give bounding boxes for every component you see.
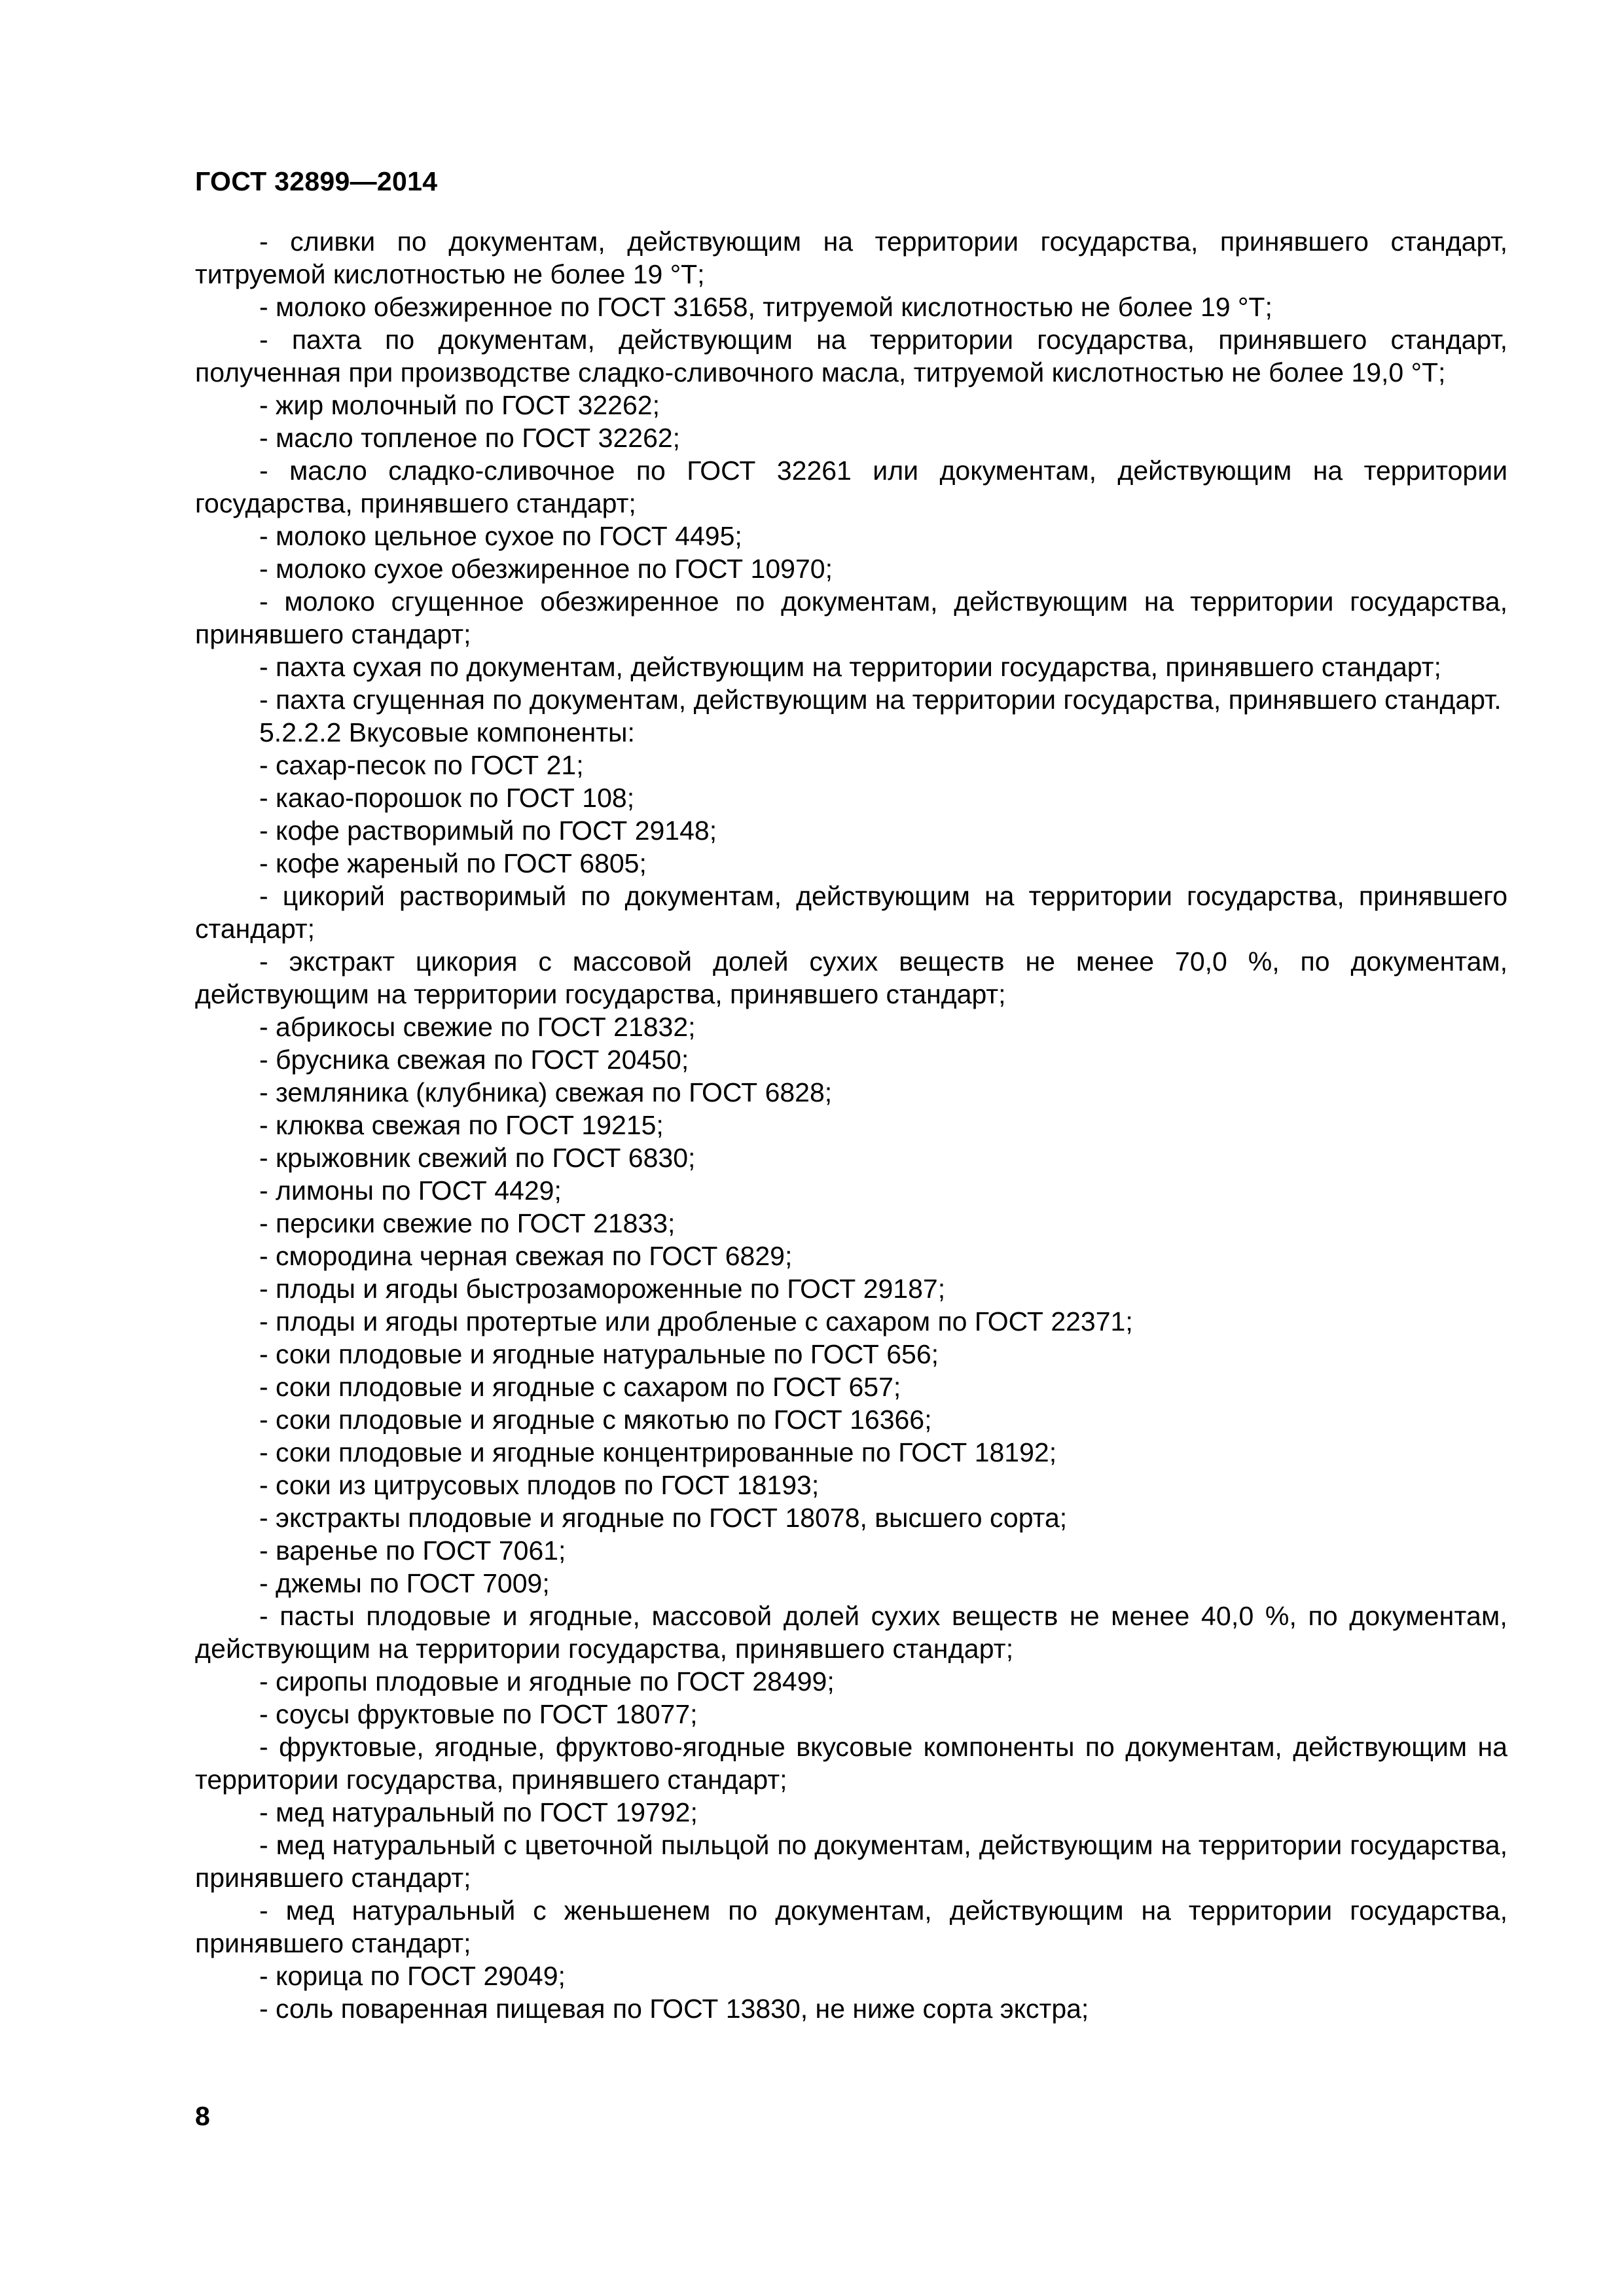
paragraph: - сиропы плодовые и ягодные по ГОСТ 28499; <box>259 1666 835 1696</box>
paragraph: - сахар-песок по ГОСТ 21; <box>259 750 584 780</box>
paragraph: - соусы фруктовые по ГОСТ 18077; <box>259 1699 698 1729</box>
paragraph: - соки плодовые и ягодные натуральные по ГОСТ 656; <box>259 1339 939 1369</box>
paragraph: - масло топленое по ГОСТ 32262; <box>259 423 681 453</box>
paragraph: - плоды и ягоды протертые или дробленые с сахаром по ГОСТ 22371; <box>259 1306 1133 1336</box>
paragraph: - абрикосы свежие по ГОСТ 21832; <box>259 1012 696 1042</box>
paragraph: - мед натуральный по ГОСТ 19792; <box>259 1797 698 1827</box>
paragraph: - цикорий растворимый по документам, действующим на территории государства, принявшего стандарт; <box>195 881 1507 944</box>
paragraph: - соки плодовые и ягодные с сахаром по ГОСТ 657; <box>259 1372 901 1402</box>
paragraph: - экстракты плодовые и ягодные по ГОСТ 18078, высшего сорта; <box>259 1503 1068 1533</box>
page-number: 8 <box>195 2101 210 2131</box>
paragraph: - кофе растворимый по ГОСТ 29148; <box>259 816 717 846</box>
paragraph: - клюква свежая по ГОСТ 19215; <box>259 1110 664 1140</box>
paragraph: - какао-порошок по ГОСТ 108; <box>259 783 635 813</box>
paragraph: - крыжовник свежий по ГОСТ 6830; <box>259 1143 696 1173</box>
paragraph: - мед натуральный с женьшенем по документам, действующим на территории государства, принявшего стандарт; <box>195 1895 1507 1958</box>
paragraph: - земляника (клубника) свежая по ГОСТ 6828; <box>259 1077 833 1107</box>
paragraph: - брусника свежая по ГОСТ 20450; <box>259 1045 689 1075</box>
paragraph: - кофе жареный по ГОСТ 6805; <box>259 848 647 878</box>
paragraph: - жир молочный по ГОСТ 32262; <box>259 390 660 420</box>
paragraph: - джемы по ГОСТ 7009; <box>259 1568 550 1598</box>
paragraph: - смородина черная свежая по ГОСТ 6829; <box>259 1241 793 1271</box>
document-body <box>195 225 1507 2025</box>
paragraph: - соки плодовые и ягодные с мякотью по ГОСТ 16366; <box>259 1405 932 1435</box>
paragraph: - пахта сухая по документам, действующим на территории государства, принявшего стандарт; <box>259 652 1441 682</box>
paragraph: - соль поваренная пищевая по ГОСТ 13830, не ниже сорта экстра; <box>259 1994 1089 2024</box>
paragraph: - экстракт цикория с массовой долей сухих веществ не менее 70,0 %, по документам, действующим на территории государства, принявшего стандарт; <box>195 946 1507 1009</box>
document-header: ГОСТ 32899—2014 <box>195 166 438 196</box>
paragraph: - молоко сухое обезжиренное по ГОСТ 10970; <box>259 554 833 584</box>
paragraph: - варенье по ГОСТ 7061; <box>259 1535 566 1566</box>
paragraph: - молоко сгущенное обезжиренное по документам, действующим на территории государства, принявшего стандарт; <box>195 586 1507 649</box>
paragraph: - персики свежие по ГОСТ 21833; <box>259 1208 676 1238</box>
paragraph: - плоды и ягоды быстрозамороженные по ГОСТ 29187; <box>259 1274 946 1304</box>
paragraph: - фруктовые, ягодные, фруктово-ягодные вкусовые компоненты по документам, действующим на территории государства, принявшего стандарт; <box>195 1732 1507 1795</box>
paragraph: - молоко цельное сухое по ГОСТ 4495; <box>259 521 742 551</box>
paragraph: - соки плодовые и ягодные концентрированные по ГОСТ 18192; <box>259 1437 1057 1467</box>
paragraph: - сливки по документам, действующим на территории государства, принявшего стандарт, титруемой кислотностью не более 19 °Т; <box>195 226 1507 289</box>
paragraph: - корица по ГОСТ 29049; <box>259 1961 566 1991</box>
paragraph: - пасты плодовые и ягодные, массовой долей сухих веществ не менее 40,0 %, по документам, действующим на территории государства, принявшего стандарт; <box>195 1601 1507 1664</box>
paragraph: - пахта по документам, действующим на территории государства, принявшего стандарт, полученная при производстве сладко-сливочного масла, титруемой кислотностью не более 19,0 °Т; <box>195 325 1507 387</box>
paragraph: - пахта сгущенная по документам, действующим на территории государства, принявшего стандарт. <box>259 685 1502 715</box>
paragraph: - соки из цитрусовых плодов по ГОСТ 18193; <box>259 1470 820 1500</box>
paragraph: - мед натуральный с цветочной пыльцой по документам, действующим на территории государства, принявшего стандарт; <box>195 1830 1507 1893</box>
section-heading: 5.2.2.2 Вкусовые компоненты: <box>259 717 635 747</box>
paragraph: - молоко обезжиренное по ГОСТ 31658, титруемой кислотностью не более 19 °Т; <box>259 292 1272 322</box>
paragraph: - масло сладко-сливочное по ГОСТ 32261 или документам, действующим на территории государства, принявшего стандарт; <box>195 456 1507 518</box>
paragraph: - лимоны по ГОСТ 4429; <box>259 1175 562 1206</box>
